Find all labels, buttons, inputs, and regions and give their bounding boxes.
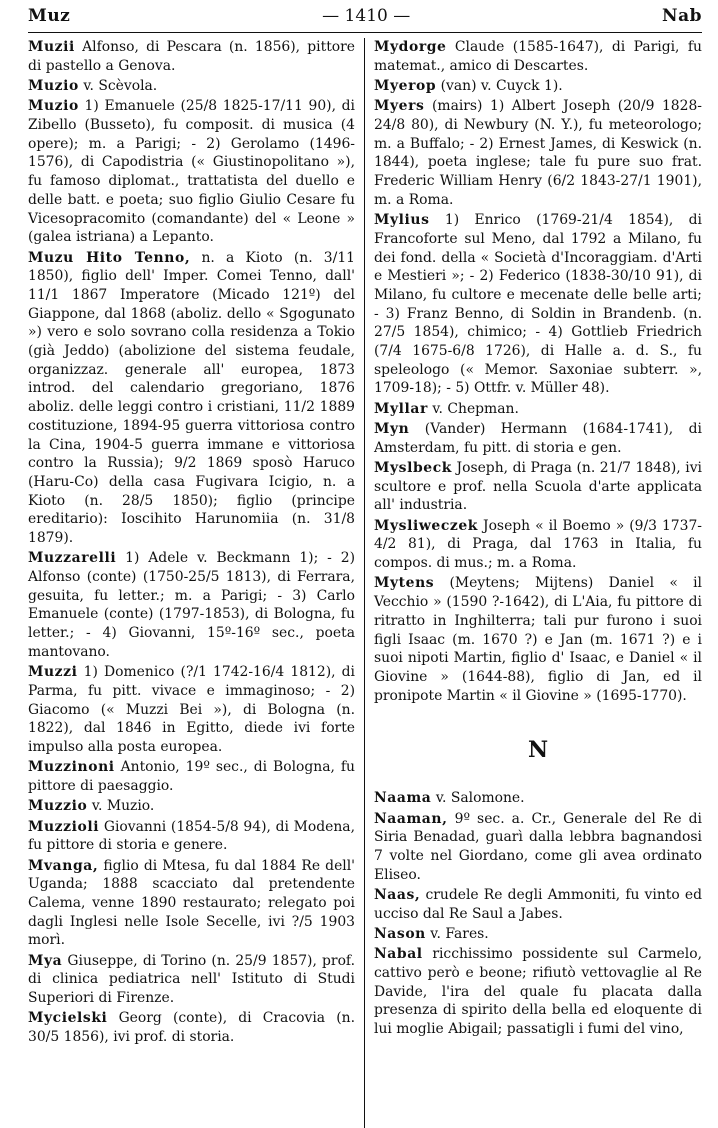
entry [28, 818, 355, 855]
headword: Nabal [374, 946, 423, 963]
right-column [365, 38, 702, 1128]
entry-text: (Vander) Hermann (1684-1741), di Amsterdam, fu pitt. di storia e gen. [374, 421, 702, 456]
headword: Muzzinoni [28, 759, 115, 776]
entry-text: (Meytens; Mijtens) Daniel « il Vecchio » (1590 ?-1642), di L'Aia, fu pittore di ritratto in Inghilterra; tali pur furono i suoi figli Isaac (m. 1670 ?) e Jan (m. 1671 ?) e i suoi nipoti Martin, figlio d' Isaac, e Daniel « il Giovine » (1644-88), figlio di Jan, ed il pronipote Martin « il Giovine » (1695-1770). [374, 575, 702, 704]
headword: Naama [374, 790, 432, 807]
entry-text: n. a Kioto (n. 3/11 1850), figlio dell' Imper. Comei Tenno, dall' 11/1 1867 Imperatore (Micado 121º) del Giappone, dal 1868 (aboliz. dello « Sgogunato ») vero e solo sovrano colla residenza a Tokio (già Jeddo) (abolizione del sistema feudale, organizzaz. generale all' europea, 1873 introd. del calendario gregoriano, 1876 aboliz. delle leggi contro i cristiani, 11/2 1889 costituzione, 1894-95 guerra vittoriosa contro la Cina, 1904-5 guerra immane e vittoriosa contro la Russia); 9/2 1869 sposò Haruco (Haru-Co) della casa Fugivara Icigio, n. a Kioto (n. 28/5 1850); figlio (principe ereditario): Ioscihito Harunomiia (n. 31/8 1879). [28, 249, 355, 547]
entry-text: 1) Adele v. Beckmann 1); - 2) Alfonso (conte) (1750-25/5 1813), di Ferrara, gesuita, fu letter.; m. a Parigi; - 3) Carlo Emanuele (conte) (1797-1853), di Bologna, fu letter.; - 4) Giovanni, 15º-16º sec., poeta mantovano. [28, 550, 355, 660]
entry-text: Giuseppe, di Torino (n. 25/9 1857), prof. di clinica pediatrica nell' Istituto di Studi Superiori di Firenze. [28, 952, 355, 1007]
headword: Muzio [28, 98, 79, 115]
section-letter: N [527, 737, 549, 764]
headword: Mycielski [28, 1010, 108, 1027]
entry-text: 1) Enrico (1769-21/4 1854), di Francoforte sul Meno, dal 1792 a Milano, fu dei fond. della « Società d'Incoraggiam. d'Arti e Mestieri »; - 2) Federico (1838-30/10 91), di Milano, fu cultore e mecenate delle belle arti; - 3) Franz Benno, di Soldin in Brandenb. (n. 27/5 1854), chimico; - 4) Gottlieb Friedrich (7/4 1675-6/8 1726), di Halle a. d. S., fu speleologo (« Memor. Saxoniae subterr. », 1709-18); - 5) Ottfr. v. Müller 48). [374, 212, 702, 397]
entry [28, 952, 355, 1008]
headword: Mya [28, 952, 63, 969]
entry [28, 663, 355, 757]
headword: Myllar [374, 400, 428, 417]
entry [374, 925, 702, 944]
headword: Muzzi [28, 664, 78, 681]
entry [374, 789, 702, 808]
entry [28, 549, 355, 661]
headword: Myers [374, 98, 425, 115]
headword: Mysliweczek [374, 517, 479, 534]
header-left-guide-word: Muz [28, 6, 71, 26]
entry [374, 97, 702, 209]
entry-text: Giovanni (1854-5/8 94), di Modena, fu pittore di storia e genere. [28, 818, 355, 854]
entry [28, 249, 355, 548]
entry [374, 211, 702, 398]
entry-text: (van) v. Cuyck 1). [436, 78, 563, 94]
entry [28, 38, 355, 75]
entry-text: Joseph « il Boemo » (9/3 1737-4/2 81), di Praga, dal 1763 in Italia, fu compos. di mus.; m. a Roma. [374, 517, 702, 572]
left-column [28, 38, 365, 1128]
page-header [28, 6, 702, 33]
entry [28, 758, 355, 795]
entry-text: v. Scèvola. [78, 78, 158, 94]
entry-text: figlio di Mtesa, fu dal 1884 Re dell' Uganda; 1888 scacciato dal pretendente Calema, venne 1890 restaurato; relegato poi dagli Inglesi nelle Isole Secelle, ivi ?/5 1903 morì. [28, 857, 355, 949]
headword: Mytens [374, 575, 435, 592]
headword: Naas, [374, 887, 421, 904]
headword: Muzzioli [28, 818, 100, 835]
entry-text: v. Muzio. [87, 798, 155, 815]
entry [374, 810, 702, 885]
entry [374, 400, 702, 419]
entry [374, 517, 702, 573]
headword: Mvanga, [28, 857, 99, 874]
headword: Muzzio [28, 798, 88, 815]
entry [374, 574, 702, 705]
entry [28, 1009, 355, 1046]
header-right-guide-word: Nab [662, 6, 702, 26]
entry [374, 945, 702, 1039]
entry-text: Alfonso, di Pescara (n. 1856), pittore di pastello a Genova. [28, 39, 355, 74]
entry-text: Georg (conte), di Cracovia (n. 30/5 1856), ivi prof. di storia. [28, 1010, 355, 1046]
entry [374, 459, 702, 515]
entry-text: Antonio, 19º sec., di Bologna, fu pittore di paesaggio. [28, 759, 355, 794]
entry [374, 77, 702, 96]
entry-text: v. Salomone. [431, 790, 525, 807]
entry-text: v. Fares. [425, 926, 489, 943]
entry [28, 97, 355, 247]
entry-text: (mairs) 1) Albert Joseph (20/9 1828-24/8 80), di Newbury (N. Y.), fu meteorologo; m. a Buffalo; - 2) Ernest James, di Keswick (n. 1844), poeta inglese; tale fu pure suo frat. Frederic William Henry (6/2 1843-27/1 1901), m. a Roma. [374, 98, 702, 208]
headword: Myn [374, 421, 410, 438]
entry [28, 77, 355, 96]
entry-text: 1) Domenico (?/1 1742-16/4 1812), di Parma, fu pitt. vivace e immaginoso; - 2) Giacomo (« Muzzi Bei »), di Bologna (n. 1822), dal 1846 in Egitto, diede ivi forte impulso alla posta europea. [28, 664, 355, 755]
entry-text: ricchissimo possidente sul Carmelo, cattivo però e beone; rifiutò vettovaglie al Re Davide, l'ira del quale fu placata dalla presenza di spirito della bella ed eloquente di lui moglie Abigail; passatigli i fumi del vino, [374, 946, 702, 1038]
headword: Muzzarelli [28, 550, 117, 567]
headword: Muzio [28, 78, 79, 94]
headword: Mylius [374, 212, 430, 229]
entry [28, 797, 355, 816]
headword: Myerop [374, 78, 437, 94]
entry-text: crudele Re degli Ammoniti, fu vinto ed ucciso dal Re Saul a Jabes. [374, 887, 702, 922]
entry-text: 1) Emanuele (25/8 1825-17/11 90), di Zibello (Busseto), fu composit. di musica (4 opere); m. a Parigi; - 2) Gerolamo (1496-1576), di Capodistria (« Giustinopolitano »), fu famoso diplomat., trattatista del duello e delle batt. e poeta; suo figlio Giulio Cesare fu Vicesopracomito (comandante) del « Leone » (galea istriana) a Lepanto. [28, 98, 355, 246]
entry [374, 886, 702, 923]
headword: Mydorge [374, 39, 447, 55]
entry-text: Claude (1585-1647), di Parigi, fu matemat., amico di Descartes. [374, 39, 702, 74]
entry [374, 38, 702, 75]
headword: Nason [374, 926, 426, 943]
page-number: — 1410 — [322, 6, 411, 26]
headword: Muzii [28, 39, 75, 55]
entry [28, 857, 355, 951]
entry-text: 9º sec. a. Cr., Generale del Re di Siria Benadad, guarì dalla lebbra bagnandosi 7 volte nel Giordano, come gli avea ordinato Eliseo. [374, 810, 702, 883]
headword: Muzu Hito Tenno, [28, 249, 191, 266]
entry [374, 420, 702, 457]
headword: Myslbeck [374, 460, 452, 477]
two-column-body [28, 38, 702, 1128]
headword: Naaman, [374, 810, 448, 827]
entry-text: v. Chepman. [427, 400, 519, 417]
entry-text: Joseph, di Praga (n. 21/7 1848), ivi scultore e prof. nella Scuola d'arte applicata all' industria. [374, 460, 702, 514]
